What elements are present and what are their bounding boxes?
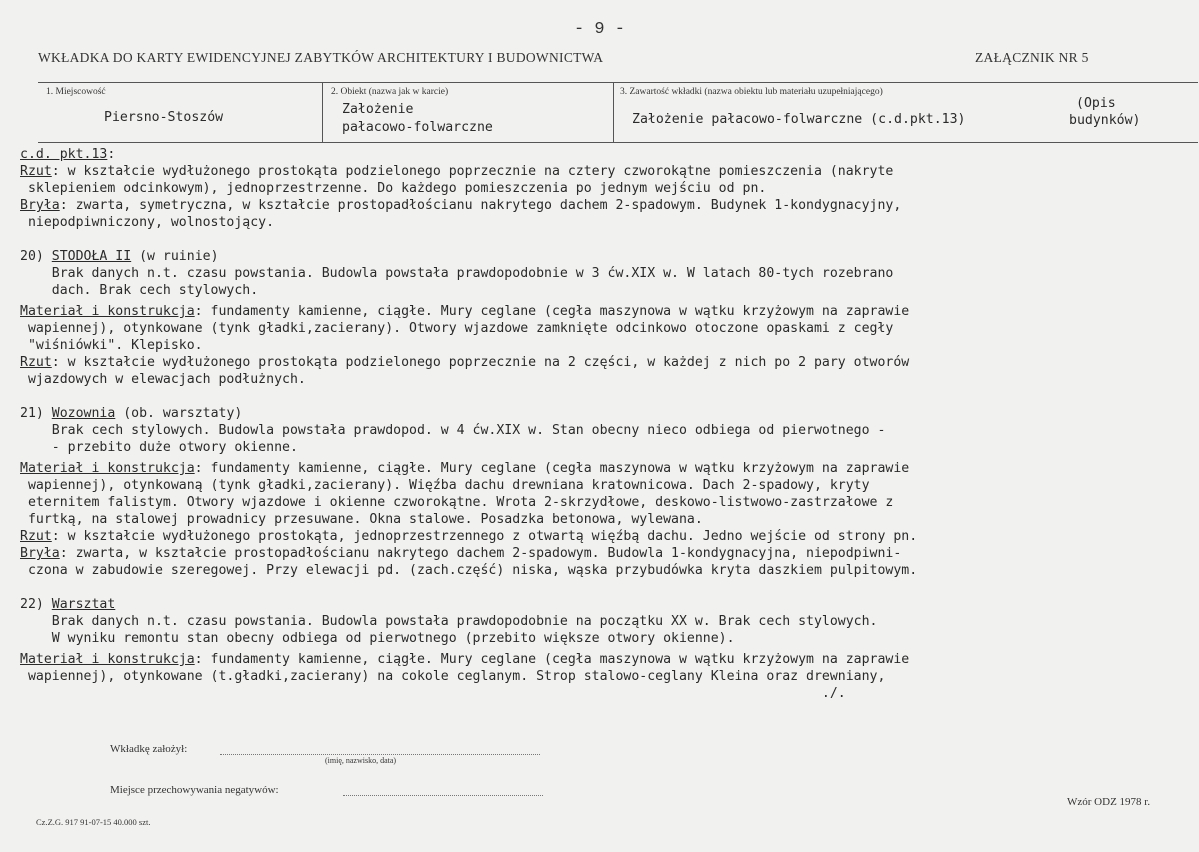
- field-3-value: Założenie pałacowo-folwarczne (c.d.pkt.13): [632, 112, 966, 127]
- insert-by-label: Wkładkę założył:: [110, 743, 188, 755]
- line-text: W wyniku remontu stan obecny odbiega od pierwotnego (przebito większe otwory okienne).: [20, 631, 735, 646]
- print-info: Cz.Z.G. 917 91-07-15 40.000 szt.: [36, 817, 151, 827]
- line-text: wapiennej), otynkowane (t.gładki,zacierany) na cokole ceglanym. Strop stalowo-ceglany Kleina oraz drewniany,: [20, 669, 886, 684]
- line-text: dach. Brak cech stylowych.: [20, 283, 259, 298]
- section-heading: Materiał i konstrukcja: [20, 652, 195, 667]
- line-text: : w kształcie wydłużonego prostokąta podzielonego poprzecznie na cztery czworokątne pomieszczenia (nakryte: [51, 164, 894, 179]
- body-line: [20, 439, 1190, 456]
- body-line: [20, 630, 1190, 647]
- column-divider-2: [613, 82, 614, 142]
- field-1-label: 1. Miejscowość: [46, 87, 106, 97]
- line-text: : w kształcie wydłużonego prostokąta, jednoprzestrzennego z otwartą więźbą dachu. Jedno wejście od strony pn.: [51, 529, 918, 544]
- body-line: [20, 596, 1190, 613]
- section-heading: Wozownia: [51, 406, 116, 421]
- column-divider-1: [322, 82, 323, 142]
- field-2-value-line2: pałacowo-folwarczne: [342, 120, 493, 135]
- field-1-value: Piersno-Stoszów: [104, 110, 224, 125]
- body-line: [20, 477, 1190, 494]
- section-heading: c.d. pkt.13: [20, 147, 108, 162]
- line-text: sklepieniem odcinkowym), jednoprzestrzenne. Do każdego pomieszczenia po jednym wejściu od pn.: [20, 181, 767, 196]
- section-heading: Bryła: [20, 546, 60, 561]
- line-text: :: [107, 147, 116, 162]
- insert-by-line: [220, 754, 540, 755]
- body-line: [20, 371, 1190, 388]
- field-2-value-line1: Założenie: [342, 102, 414, 117]
- body-line: [20, 685, 1190, 702]
- line-text: czona w zabudowie szeregowej. Przy elewacji pd. (zach.część) niska, wąska przybudówka kryta daszkiem pulpitowym.: [20, 563, 918, 578]
- body-line: [20, 528, 1190, 545]
- form-title: WKŁADKA DO KARTY EWIDENCYJNEJ ZABYTKÓW ARCHITEKTURY I BUDOWNICTWA: [38, 50, 604, 65]
- body-line: [20, 651, 1190, 668]
- field-3-label: 3. Zawartość wkładki (nazwa obiektu lub materiału uzupełniającego): [620, 87, 883, 97]
- body-line: [20, 303, 1190, 320]
- attachment-number: ZAŁĄCZNIK NR 5: [975, 50, 1089, 65]
- line-text: Brak danych n.t. czasu powstania. Budowla powstała prawdopodobnie w 3 ćw.XIX w. W latach 80-tych rozebrano: [20, 266, 894, 281]
- negatives-label: Miejsce przechowywania negatywów:: [110, 784, 279, 796]
- section-heading: STODOŁA II: [51, 249, 132, 264]
- body-line: [20, 337, 1190, 354]
- page-number: - 9 -: [573, 20, 625, 39]
- section-heading: Rzut: [20, 529, 52, 544]
- section-heading: Rzut: [20, 164, 52, 179]
- body-line: [20, 545, 1190, 562]
- body-line: [20, 214, 1190, 231]
- negatives-line: [343, 795, 543, 796]
- line-text: niepodpiwniczony, wolnostojący.: [20, 215, 275, 230]
- line-text: ./.: [20, 686, 846, 701]
- body-line: [20, 146, 1190, 163]
- line-text: Brak cech stylowych. Budowla powstała prawdopod. w 4 ćw.XIX w. Stan obecny nieco odbiega od pierwotnego -: [20, 423, 886, 438]
- table-bottom-border: [38, 142, 1198, 143]
- body-line: [20, 668, 1190, 685]
- line-text: (ob. warsztaty): [115, 406, 243, 421]
- line-text: : w kształcie wydłużonego prostokąta podzielonego poprzecznie na 2 części, w każdej z nich po 2 pary otworów: [51, 355, 910, 370]
- section-heading: Bryła: [20, 198, 60, 213]
- body-line: [20, 320, 1190, 337]
- line-text: wapiennej), otynkowane (tynk gładki,zacierany). Otwory wjazdowe zamknięte odcinkowo otoczone opaskami z cegły: [20, 321, 894, 336]
- line-text: "wiśniówki". Klepisko.: [20, 338, 203, 353]
- body-line: [20, 562, 1190, 579]
- field-3-note-line1: (Opis: [1076, 96, 1116, 111]
- section-heading: Materiał i konstrukcja: [20, 461, 195, 476]
- line-text: eternitem falistym. Otwory wjazdowe i okienne czworokątne. Wrota 2-skrzydłowe, deskowo-listwowo-zastrzałowe z: [20, 495, 894, 510]
- item-number: 21): [20, 406, 52, 421]
- line-text: : zwarta, symetryczna, w kształcie prostopadłościanu nakrytego dachem 2-spadowym. Budynek 1-kondygnacyjny,: [59, 198, 902, 213]
- line-text: Brak danych n.t. czasu powstania. Budowla powstała prawdopodobnie na początku XX w. Brak cech stylowych.: [20, 614, 878, 629]
- line-text: furtką, na stalowej prowadnicy przesuwane. Okna stalowe. Posadzka betonowa, wylewana.: [20, 512, 703, 527]
- section-heading: Warsztat: [51, 597, 116, 612]
- body-line: [20, 405, 1190, 422]
- line-text: wjazdowych w elewacjach podłużnych.: [20, 372, 306, 387]
- body-line: [20, 282, 1190, 299]
- body-line: [20, 180, 1190, 197]
- line-text: : fundamenty kamienne, ciągłe. Mury ceglane (cegła maszynowa w wątku krzyżowym na zaprawie: [194, 461, 910, 476]
- form-model: Wzór ODZ 1978 r.: [1067, 796, 1151, 808]
- insert-by-hint: (imię, nazwisko, data): [325, 756, 397, 765]
- line-text: (w ruinie): [131, 249, 219, 264]
- section-heading: Materiał i konstrukcja: [20, 304, 195, 319]
- body-line: [20, 460, 1190, 477]
- line-text: - przebito duże otwory okienne.: [20, 440, 298, 455]
- section-heading: Rzut: [20, 355, 52, 370]
- line-text: : fundamenty kamienne, ciągłe. Mury ceglane (cegła maszynowa w wątku krzyżowym na zaprawie: [194, 304, 910, 319]
- body-line: [20, 388, 1190, 405]
- line-text: : fundamenty kamienne, ciągłe. Mury ceglane (cegła maszynowa w wątku krzyżowym na zaprawie: [194, 652, 910, 667]
- body-line: [20, 265, 1190, 282]
- body-line: [20, 163, 1190, 180]
- body-line: [20, 511, 1190, 528]
- line-text: : zwarta, w kształcie prostopadłościanu nakrytego dachem 2-spadowym. Budowla 1-kondygnacyjna, niepodpiwni-: [59, 546, 902, 561]
- field-2-label: 2. Obiekt (nazwa jak w karcie): [331, 87, 449, 97]
- body-line: [20, 197, 1190, 214]
- item-number: 22): [20, 597, 52, 612]
- body-line: [20, 354, 1190, 371]
- body-line: [20, 231, 1190, 248]
- body-line: [20, 613, 1190, 630]
- body-line: [20, 422, 1190, 439]
- table-top-border: [38, 82, 1198, 83]
- body-text: [20, 146, 1190, 702]
- line-text: wapiennej), otynkowaną (tynk gładki,zacierany). Więźba dachu drewniana kratownicowa. Dach 2-spadowy, kryty: [20, 478, 870, 493]
- body-line: [20, 494, 1190, 511]
- field-3-note-line2: budynków): [1069, 113, 1141, 128]
- body-line: [20, 579, 1190, 596]
- item-number: 20): [20, 249, 52, 264]
- body-line: [20, 248, 1190, 265]
